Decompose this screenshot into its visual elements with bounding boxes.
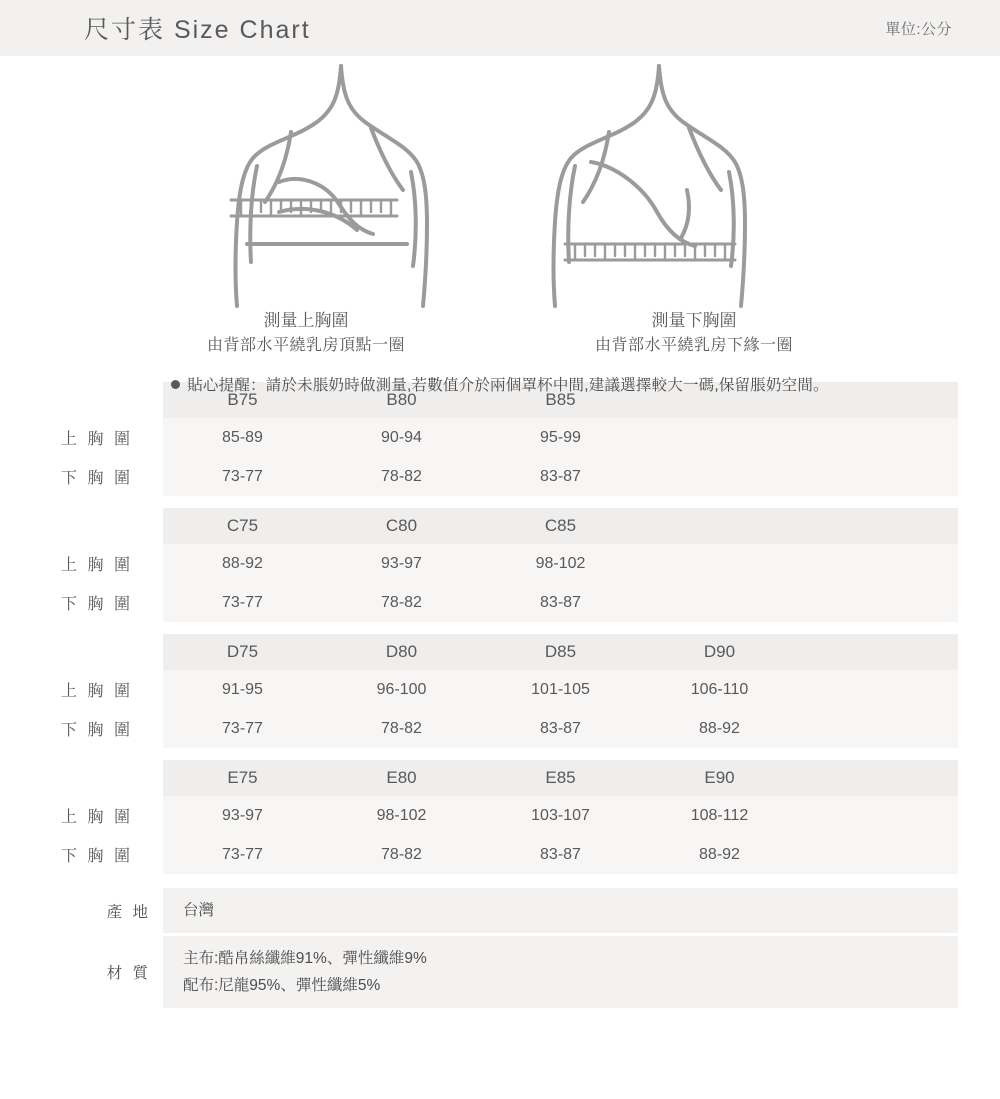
tip-note	[0, 373, 1000, 395]
product-info-table	[42, 888, 958, 1008]
row-label-upper: 上 胸 圍	[42, 796, 163, 835]
figure-row	[0, 56, 1000, 312]
empty-corner	[42, 634, 163, 670]
table-row	[42, 508, 958, 544]
upper-value-cell: 88-92	[163, 544, 322, 583]
size-table-e	[42, 760, 958, 874]
upper-bust-caption	[207, 308, 405, 359]
upper-bust-figure-icon	[221, 62, 461, 312]
material-line-2: 配布:尼龍95%、彈性纖維5%	[183, 977, 381, 995]
lower-value-cell: 83-87	[481, 835, 640, 874]
table-row	[42, 418, 958, 457]
table-row	[42, 796, 958, 835]
lower-value-cell	[799, 583, 958, 622]
size-tables	[42, 382, 958, 1008]
lower-value-cell: 78-82	[322, 583, 481, 622]
size-header-cell	[799, 508, 958, 544]
lower-value-cell: 78-82	[322, 709, 481, 748]
upper-value-cell: 91-95	[163, 670, 322, 709]
upper-value-cell: 106-110	[640, 670, 799, 709]
measurement-illustrations	[0, 56, 1000, 395]
size-header-cell: D75	[163, 634, 322, 670]
lower-value-cell	[799, 709, 958, 748]
table-row	[42, 544, 958, 583]
table-row	[42, 935, 958, 1009]
upper-value-cell: 98-102	[322, 796, 481, 835]
size-table-c	[42, 508, 958, 622]
size-header-cell: B85	[481, 382, 640, 418]
lower-value-cell: 73-77	[163, 457, 322, 496]
origin-value: 台灣	[163, 888, 958, 935]
upper-value-cell: 103-107	[481, 796, 640, 835]
table-row	[42, 888, 958, 935]
lower-value-cell: 83-87	[481, 457, 640, 496]
unit-note: 單位:公分	[885, 20, 952, 38]
table-row	[42, 835, 958, 874]
material-label: 材 質	[42, 935, 163, 1009]
upper-value-cell: 96-100	[322, 670, 481, 709]
upper-value-cell	[799, 670, 958, 709]
under-bust-caption-sub: 由背部水平繞乳房下緣一圈	[595, 337, 794, 355]
row-label-lower: 下 胸 圍	[42, 835, 163, 874]
row-label-upper: 上 胸 圍	[42, 544, 163, 583]
bullet-dot-icon	[171, 380, 180, 389]
size-header-cell: C75	[163, 508, 322, 544]
size-header-cell: D90	[640, 634, 799, 670]
upper-value-cell	[640, 544, 799, 583]
empty-corner	[42, 760, 163, 796]
upper-bust-caption-sub: 由背部水平繞乳房頂點一圈	[206, 337, 405, 355]
under-bust-caption	[595, 308, 793, 359]
row-label-lower: 下 胸 圍	[42, 583, 163, 622]
size-header-cell: C80	[322, 508, 481, 544]
lower-value-cell: 78-82	[322, 835, 481, 874]
lower-value-cell: 73-77	[163, 835, 322, 874]
size-header-cell: E90	[640, 760, 799, 796]
upper-value-cell: 90-94	[322, 418, 481, 457]
upper-value-cell	[799, 796, 958, 835]
size-header-cell: B80	[322, 382, 481, 418]
upper-value-cell: 85-89	[163, 418, 322, 457]
material-value	[163, 935, 958, 1009]
lower-value-cell: 88-92	[640, 709, 799, 748]
size-header-cell	[799, 760, 958, 796]
table-row	[42, 760, 958, 796]
upper-value-cell: 98-102	[481, 544, 640, 583]
size-header-cell: D80	[322, 634, 481, 670]
upper-value-cell: 108-112	[640, 796, 799, 835]
tip-note-text: 貼心提醒：請於未脹奶時做測量,若數值介於兩個罩杯中間,建議選擇較大一碼,保留脹奶空間。	[187, 377, 829, 395]
under-bust-figure-icon	[539, 62, 779, 312]
size-table-d	[42, 634, 958, 748]
table-row	[42, 634, 958, 670]
size-header-cell	[799, 634, 958, 670]
size-header-cell: D85	[481, 634, 640, 670]
empty-corner	[42, 508, 163, 544]
table-row	[42, 583, 958, 622]
origin-label: 產 地	[42, 888, 163, 935]
size-header-cell: E80	[322, 760, 481, 796]
upper-value-cell: 101-105	[481, 670, 640, 709]
row-label-lower: 下 胸 圍	[42, 457, 163, 496]
lower-value-cell: 88-92	[640, 835, 799, 874]
lower-value-cell: 83-87	[481, 583, 640, 622]
table-row	[42, 457, 958, 496]
upper-bust-caption-title: 測量上胸圍	[263, 311, 349, 330]
upper-value-cell	[799, 418, 958, 457]
row-label-upper: 上 胸 圍	[42, 670, 163, 709]
size-header-cell: E75	[163, 760, 322, 796]
upper-value-cell	[640, 418, 799, 457]
page-header	[0, 0, 1000, 56]
size-header-cell: E85	[481, 760, 640, 796]
row-label-lower: 下 胸 圍	[42, 709, 163, 748]
size-header-cell: B75	[163, 382, 322, 418]
page-title: 尺寸表 Size Chart	[84, 16, 311, 44]
lower-value-cell: 78-82	[322, 457, 481, 496]
under-bust-caption-title: 測量下胸圍	[651, 311, 737, 330]
table-row	[42, 709, 958, 748]
upper-value-cell: 95-99	[481, 418, 640, 457]
upper-value-cell: 93-97	[163, 796, 322, 835]
row-label-upper: 上 胸 圍	[42, 418, 163, 457]
upper-value-cell	[799, 544, 958, 583]
lower-value-cell	[799, 457, 958, 496]
table-row	[42, 670, 958, 709]
lower-value-cell: 73-77	[163, 583, 322, 622]
size-header-cell	[640, 508, 799, 544]
size-table-b	[42, 382, 958, 496]
lower-value-cell	[640, 457, 799, 496]
lower-value-cell: 73-77	[163, 709, 322, 748]
material-line-1: 主布:酷帛絲纖維91%、彈性纖維9%	[183, 950, 427, 968]
upper-value-cell: 93-97	[322, 544, 481, 583]
figure-captions	[0, 308, 1000, 359]
lower-value-cell	[799, 835, 958, 874]
lower-value-cell	[640, 583, 799, 622]
size-header-cell: C85	[481, 508, 640, 544]
lower-value-cell: 83-87	[481, 709, 640, 748]
